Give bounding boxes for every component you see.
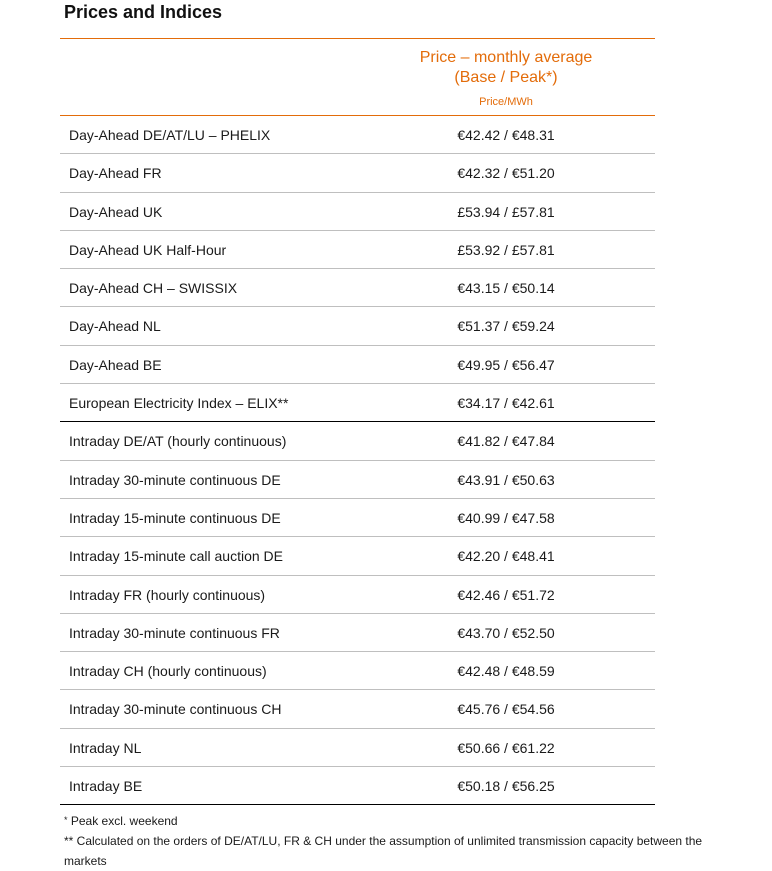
footnote-peak-text: Peak excl. weekend [70, 814, 178, 828]
market-name: Intraday NL [69, 739, 142, 756]
table-header [60, 38, 655, 116]
market-price: €42.48 / €48.59 [457, 663, 555, 680]
table-row [60, 346, 655, 384]
market-name: Intraday DE/AT (hourly continuous) [69, 433, 287, 450]
market-name: Day-Ahead BE [69, 356, 162, 373]
table-row [60, 307, 655, 345]
market-name: Day-Ahead DE/AT/LU – PHELIX [69, 127, 271, 143]
market-name: Intraday BE [69, 778, 143, 795]
market-price: €42.42 / €48.31 [457, 127, 555, 143]
table-row [60, 269, 655, 307]
footnote-marker: * [64, 815, 68, 825]
table-row [60, 154, 655, 192]
market-price: €49.95 / €56.47 [457, 356, 555, 373]
market-name: Intraday 30-minute continuous CH [69, 701, 282, 718]
table-row [60, 652, 655, 690]
table-row [60, 499, 655, 537]
market-price: £53.94 / £57.81 [457, 203, 555, 220]
price-unit-label: Price/MWh [479, 96, 533, 108]
market-name: Intraday FR (hourly continuous) [69, 586, 266, 603]
market-price: €43.15 / €50.14 [457, 280, 555, 297]
market-price: €42.32 / €51.20 [457, 165, 555, 182]
price-header-line2: (Base / Peak*) [454, 69, 558, 86]
market-price: €43.70 / €52.50 [457, 624, 555, 641]
table-row [60, 116, 655, 154]
table-row [60, 576, 655, 614]
market-price: €41.82 / €47.84 [457, 433, 555, 450]
market-name: Day-Ahead UK Half-Hour [69, 241, 227, 258]
footnote-elix: ** Calculated on the orders of DE/AT/LU, FR & CH under the assumption of unlimited transmission capacity between the markets [64, 834, 703, 868]
market-name: Intraday 15-minute continuous DE [69, 509, 281, 526]
market-price: €43.91 / €50.63 [457, 471, 555, 488]
page-title: Prices and Indices [64, 2, 223, 22]
market-name: Day-Ahead CH – SWISSIX [69, 280, 238, 297]
prices-table [60, 38, 655, 805]
market-price: €42.20 / €48.41 [457, 548, 555, 565]
market-price: €50.66 / €61.22 [457, 739, 555, 756]
market-price: €45.76 / €54.56 [457, 701, 555, 718]
market-name: European Electricity Index – ELIX** [69, 395, 289, 412]
market-price: €42.46 / €51.72 [457, 586, 555, 603]
market-price: €50.18 / €56.25 [457, 778, 555, 795]
market-name: Intraday 30-minute continuous DE [69, 471, 281, 488]
price-column-header [375, 48, 637, 88]
market-name: Intraday 30-minute continuous FR [69, 624, 280, 641]
market-name: Day-Ahead FR [69, 165, 162, 182]
table-row [60, 461, 655, 499]
market-price: £53.92 / £57.81 [457, 241, 555, 258]
table-row [60, 384, 655, 422]
table-row [60, 767, 655, 805]
market-name: Day-Ahead NL [69, 318, 161, 335]
table-row [60, 614, 655, 652]
table-row [60, 193, 655, 231]
market-name: Day-Ahead UK [69, 203, 163, 220]
market-name: Intraday CH (hourly continuous) [69, 663, 267, 680]
footnote-peak [64, 810, 704, 831]
table-row [60, 690, 655, 728]
market-price: €40.99 / €47.58 [457, 509, 555, 526]
price-header-line1: Price – monthly average [419, 49, 593, 66]
table-row [60, 422, 655, 460]
market-price: €34.17 / €42.61 [457, 395, 555, 412]
table-row [60, 231, 655, 269]
market-name: Intraday 15-minute call auction DE [69, 548, 283, 565]
table-row [60, 729, 655, 767]
market-price: €51.37 / €59.24 [457, 318, 555, 335]
footnotes [64, 810, 704, 871]
table-row [60, 537, 655, 575]
